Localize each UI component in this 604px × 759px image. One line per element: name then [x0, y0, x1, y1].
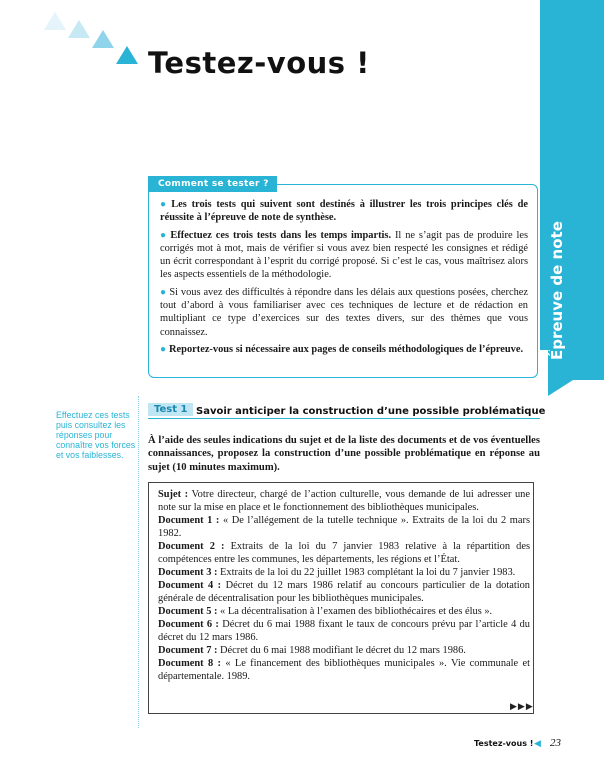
document-entry: [158, 644, 530, 657]
documents-list: [158, 488, 530, 683]
how-to-item: [160, 343, 528, 356]
document-label: Document 5 :: [158, 606, 218, 617]
continue-arrows-icon: ▶▶▶: [510, 702, 534, 712]
how-to-item-text: Il ne s’agit pas de produire les corrigés mot à mot, mais de vérifier si vous avez bien respecté les consignes et rédigé un écrit correspondant à l’esprit du corrigé proposé. Si c’est le cas, vous maîtrisez alors les aspects essentiels de la méthodologie.: [160, 229, 529, 281]
bullet-icon: ●: [160, 286, 167, 298]
decor-triangle-4: [116, 46, 138, 64]
document-text: Votre directeur, chargé de l’action culturelle, vous demande de lui adresser une note sur la mise en place et le fonctionnement des bibliothèques municipales.: [158, 489, 530, 513]
document-entry: [158, 657, 530, 683]
side-tab-label: Épreuve de note: [548, 221, 566, 360]
footer-label: Testez-vous !: [474, 739, 534, 748]
document-label: Document 2 :: [158, 541, 225, 552]
document-entry: [158, 566, 530, 579]
document-text: « De l’allégement de la tutelle technique ». Extraits de la loi du 2 mars 1982.: [158, 515, 530, 539]
document-label: Document 3 :: [158, 567, 218, 578]
document-text: Décret du 12 mars 1986 relatif au concours particulier de la dotation générale de décentralisation pour les bibliothèques municipales.: [158, 580, 531, 604]
document-entry: [158, 618, 530, 644]
how-to-item: [160, 286, 528, 339]
test-label: Test 1: [148, 403, 193, 416]
document-entry: [158, 540, 530, 566]
how-to-list: [160, 198, 528, 360]
decor-triangle-1: [44, 12, 66, 30]
margin-divider: [138, 396, 139, 728]
document-entry: [158, 514, 530, 540]
how-to-item-bold: Effectuez ces trois tests dans les temps impartis.: [170, 229, 392, 241]
how-to-label: Comment se tester ?: [148, 176, 277, 192]
how-to-item: [160, 198, 528, 225]
document-label: Document 8 :: [158, 658, 221, 669]
how-to-item-bold: Reportez-vous si nécessaire aux pages de conseils méthodologiques de l’épreuve.: [169, 343, 524, 355]
document-text: Décret du 6 mai 1988 fixant le taux de concours prévu par l’article 4 du décret du 12 mars 1986.: [158, 619, 530, 643]
document-text: « La décentralisation à l’examen des bibliothécaires et des élus ».: [217, 606, 493, 617]
page-title: Testez-vous !: [148, 46, 370, 80]
document-entry: [158, 605, 530, 618]
document-text: Extraits de la loi du 22 juillet 1983 complétant la loi du 7 janvier 1983.: [217, 567, 516, 578]
document-text: Décret du 6 mai 1988 modifiant le décret du 12 mars 1986.: [217, 645, 466, 656]
test-instructions: À l’aide des seules indications du sujet et de la liste des documents et de vos éventuelles connaissances, proposez la construction d’une possible problématique en réponse au sujet (10 minutes maximum).: [148, 435, 540, 473]
footer-arrow-icon: ◀: [534, 739, 541, 749]
decor-triangle-3: [92, 30, 114, 48]
how-to-item: [160, 229, 528, 282]
test-title: Savoir anticiper la construction d’une possible problématique: [196, 406, 546, 417]
document-text: « Le financement des bibliothèques municipales ». Vie communale et départementale. 1989.: [158, 658, 531, 682]
document-label: Document 6 :: [158, 619, 219, 630]
document-label: Document 4 :: [158, 580, 222, 591]
document-entry: [158, 488, 530, 514]
document-label: Document 7 :: [158, 645, 218, 656]
page-number: 23: [550, 737, 561, 749]
bullet-icon: ●: [160, 199, 169, 210]
side-tab-text-wrap: [548, 210, 588, 360]
decor-triangle-2: [68, 20, 90, 38]
document-entry: [158, 579, 530, 605]
document-text: Extraits de la loi du 7 janvier 1983 relative à la répartition des compétences entre les communes, les départements, les régions et l’État.: [158, 541, 530, 565]
document-label: Sujet :: [158, 489, 189, 500]
bullet-icon: ●: [160, 343, 167, 355]
how-to-item-text: Si vous avez des difficultés à répondre dans les délais aux questions posées, cherchez tout d’abord à vous familiariser avec ces techniques de lecture et de rédaction en multipliant ce type d’exercices sur des textes divers, sur des thèmes que vous connaissez.: [160, 286, 528, 338]
bullet-icon: ●: [160, 229, 168, 241]
how-to-item-bold: Les trois tests qui suivent sont destinés à illustrer les trois principes clés de réussite à l’épreuve de note de synthèse.: [160, 199, 528, 224]
margin-note: Effectuez ces tests puis consultez les réponses pour connaître vos forces et vos faiblesses.: [56, 410, 136, 460]
document-label: Document 1 :: [158, 515, 220, 526]
test-divider: [148, 418, 540, 419]
